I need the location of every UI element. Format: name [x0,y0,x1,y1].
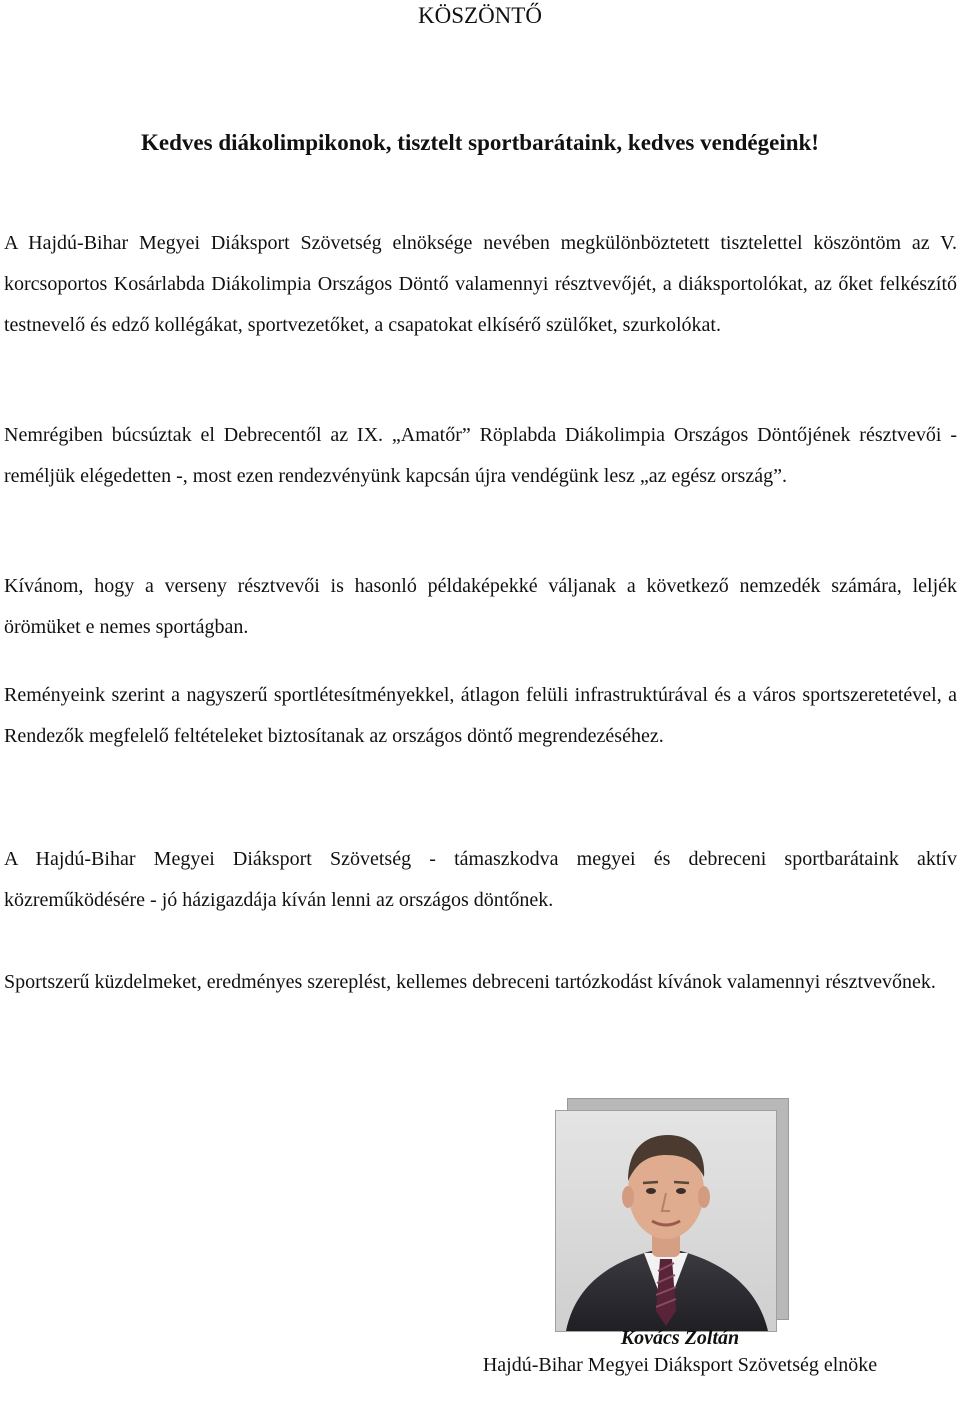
paragraph-facilities: Reményeink szerint a nagyszerű sportlétesítményekkel, átlagon felüli infrastruktúrával és a város sportszeretetével, a Rendezők megfelelő feltételeket biztosítanak az országos döntő megrendezéséhez. [4,684,957,747]
portrait-illustration [556,1111,776,1331]
portrait-photo [555,1110,777,1332]
document-title: KÖSZÖNTŐ [418,3,542,28]
paragraph-previous-event: Nemrégiben búcsúztak el Debrecentől az IX. „Amatőr” Röplabda Diákolimpia Országos Döntőjének résztvevői - reméljük elégedetten -, most ezen rendezvényünk kapcsán újra vendégünk lesz „az egész ország”. [4,424,957,487]
paragraph-host: A Hajdú-Bihar Megyei Diáksport Szövetség - támaszkodva megyei és debreceni sportbarátaink aktív közreműködésére - jó házigazdája kíván lenni az országos döntőnek. [4,848,957,911]
paragraph-welcome: A Hajdú-Bihar Megyei Diáksport Szövetség elnöksége nevében megkülönböztetett tisztelettel köszöntöm az V. korcsoportos Kosárlabda Diákolimpia Országos Döntő valamennyi résztvevőjét, a diáksportolókat, az őket felkészítő testnevelő és edző kollégákat, sportvezetőket, a csapatokat elkísérő szülőket, szurkolókat. [4,232,957,336]
paragraph-wish: Kívánom, hogy a verseny résztvevői is hasonló példaképekké váljanak a következő nemzedék számára, leljék örömüket e nemes sportágban. [4,575,957,638]
signature-role: Hajdú-Bihar Megyei Diáksport Szövetség elnöke [482,1354,878,1376]
portrait-frame [555,1098,787,1330]
signature-name: Kovács Zoltán [620,1327,740,1349]
greeting-line: Kedves diákolimpikonok, tisztelt sportbarátaink, kedves vendégeink! [141,130,819,155]
paragraph-closing: Sportszerű küzdelmeket, eredményes szereplést, kellemes debreceni tartózkodást kívánok valamennyi résztvevőnek. [4,971,936,993]
